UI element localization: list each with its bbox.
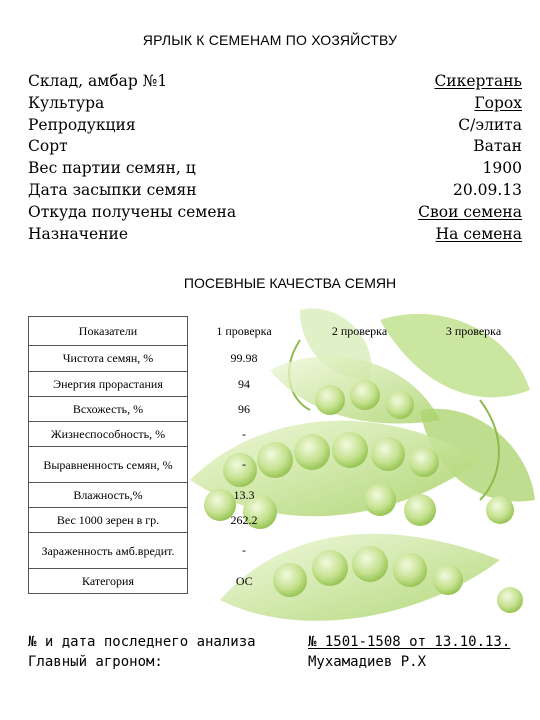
info-label: Откуда получены семена: [28, 202, 237, 221]
seed-quality-table: [28, 316, 529, 594]
row-label: Зараженность амб.вредит.: [29, 533, 188, 569]
info-row-purpose: [28, 225, 522, 247]
row-label: Чистота семян, %: [29, 346, 188, 372]
agronomist-label: Главный агроном:: [28, 654, 163, 670]
table-row: [29, 372, 529, 397]
info-row-date: [28, 181, 522, 203]
row-label: Жизнеспособность, %: [29, 422, 188, 447]
info-label: Сорт: [28, 137, 68, 156]
table-row: [29, 508, 529, 533]
info-row-reproduction: [28, 116, 522, 138]
page-title: ЯРЛЫК К СЕМЕНАМ ПО ХОЗЯЙСТВУ: [142, 32, 398, 48]
col-header-check-1: 1 проверка: [216, 323, 272, 338]
table-row: [29, 569, 529, 594]
footer-row-analysis: [28, 634, 522, 654]
info-value: Сикертань: [434, 72, 522, 90]
info-row-source: [28, 203, 522, 225]
info-row-variety: [28, 137, 522, 159]
table-row: [29, 533, 529, 569]
info-value: 20.09.13: [452, 180, 522, 199]
info-label: Склад, амбар №1: [28, 72, 168, 90]
check-1-value: 96: [238, 401, 250, 416]
agronomist-value: Мухамадиев Р.Х: [308, 654, 427, 670]
section-title: ПОСЕВНЫЕ КАЧЕСТВА СЕМЯН: [183, 275, 397, 291]
info-value: 1900: [482, 159, 522, 178]
table-row: [29, 346, 529, 372]
row-label: Категория: [29, 569, 188, 594]
seed-info-block: [28, 72, 522, 246]
table-row: [29, 447, 529, 483]
table-row: [29, 422, 529, 447]
col-header-check-3: 3 проверка: [445, 323, 502, 338]
col-header-indicator: Показатели: [29, 317, 188, 346]
info-value: Ватан: [473, 137, 522, 156]
info-label: Дата засыпки семян: [28, 180, 197, 199]
check-1-value: -: [242, 457, 246, 471]
analysis-value: № 1501-1508 от 13.10.13.: [308, 634, 511, 650]
info-label: Репродукция: [28, 115, 136, 134]
info-label: Вес партии семян, ц: [28, 159, 196, 178]
info-value: С/элита: [458, 115, 522, 134]
table-header-row: [29, 317, 529, 346]
footer-row-agronomist: [28, 654, 522, 674]
check-1-value: 99.98: [230, 351, 258, 365]
table-row: [29, 483, 529, 508]
info-row-weight: [28, 159, 522, 181]
check-1-value: 94: [238, 376, 250, 391]
row-label: Влажность,%: [29, 483, 188, 508]
check-1-value: -: [242, 426, 246, 441]
check-1-value: ОС: [235, 573, 253, 588]
row-label: Выравненность семян, %: [29, 447, 188, 483]
row-label: Всхожесть, %: [29, 397, 188, 422]
info-value: Свои семена: [418, 202, 522, 221]
info-row-crop: [28, 94, 522, 116]
footer: [28, 634, 522, 674]
info-label: Культура: [28, 93, 105, 112]
check-1-value: -: [242, 543, 246, 557]
info-value: Горох: [474, 93, 522, 112]
check-1-value: 262.2: [230, 512, 258, 527]
row-label: Вес 1000 зерен в гр.: [29, 508, 188, 533]
info-value: На семена: [435, 224, 522, 243]
check-1-value: 13.3: [233, 487, 255, 502]
info-label: Назначение: [28, 224, 129, 243]
row-label: Энергия прорастания: [29, 372, 188, 397]
table-row: [29, 397, 529, 422]
col-header-check-2: 2 проверка: [331, 323, 388, 338]
analysis-label: № и дата последнего анализа: [28, 634, 256, 650]
info-row-storage: [28, 72, 522, 94]
